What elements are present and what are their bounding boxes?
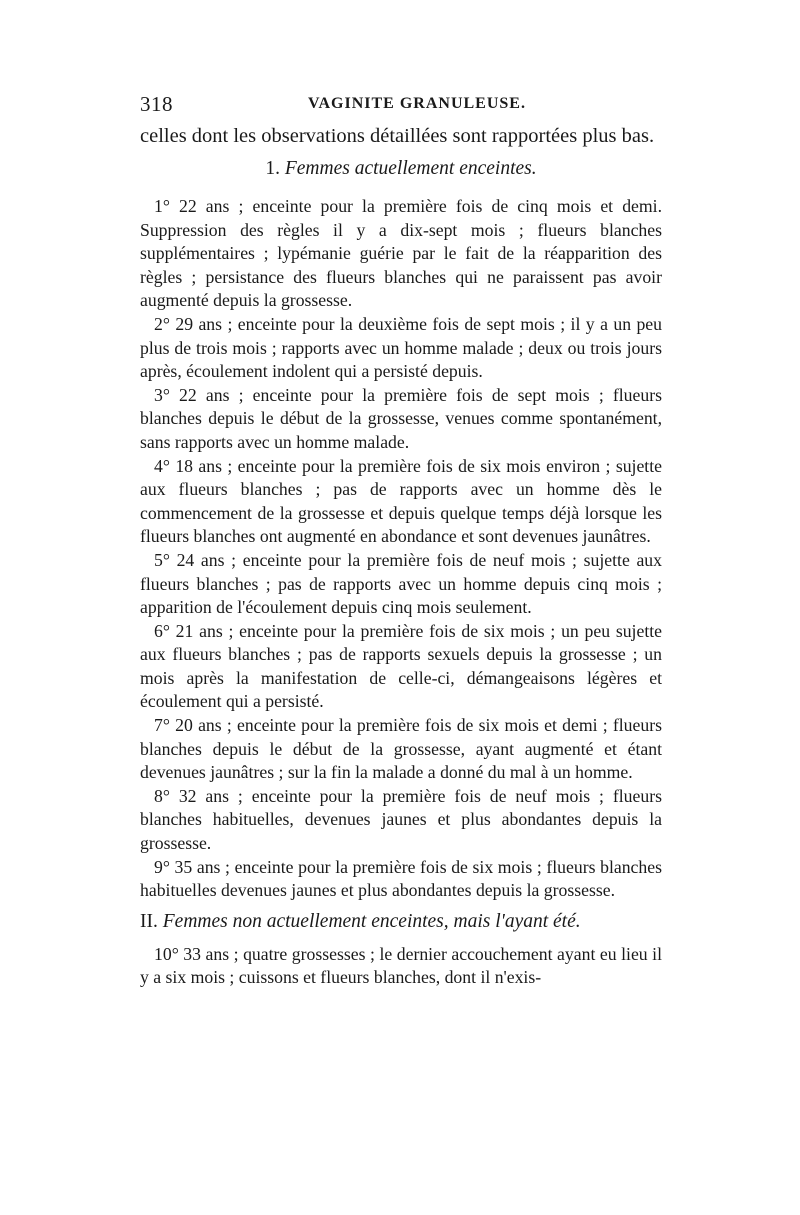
section-title: Femmes actuellement enceintes.	[284, 158, 537, 179]
section-heading-2	[140, 907, 662, 937]
case-paragraph-10: 10° 33 ans ; quatre grossesses ; le dernier accouchement ayant eu lieu il y a six mois ; cuissons et flueurs blanches, dont il n'exis-	[140, 943, 662, 988]
case-paragraph-9: 9° 35 ans ; enceinte pour la première fois de six mois ; flueurs blanches habituelles devenues jaunes et plus abondantes depuis la grossesse.	[140, 856, 662, 901]
section-title: Femmes non actuellement enceintes, mais l'ayant été.	[162, 910, 581, 932]
page-header	[140, 92, 662, 122]
case-paragraph-5: 5° 24 ans ; enceinte pour la première fois de neuf mois ; sujette aux flueurs blanches ; pas de rapports avec un homme depuis cinq mois ; apparition de l'écoulement depuis cinq mois seulement.	[140, 549, 662, 618]
section-number: II.	[140, 910, 158, 932]
case-paragraph-8: 8° 32 ans ; enceinte pour la première fois de neuf mois ; flueurs blanches habituelles, devenues jaunes et plus abondantes depuis la grossesse.	[140, 785, 662, 854]
page-number: 318	[140, 92, 173, 116]
intro-paragraph: celles dont les observations détaillées sont rapportées plus bas.	[140, 125, 655, 147]
case-paragraph-1: 1° 22 ans ; enceinte pour la première fois de cinq mois et demi. Suppression des règles il y a dix-sept mois ; flueurs blanches supplémentaires ; lypémanie guérie par le fait de la réapparition des règles ; persistance des flueurs blanches qui ne paraissent pas avoir augmenté depuis la grossesse.	[140, 196, 662, 311]
running-head: VAGINITE GRANULEUSE.	[308, 95, 526, 112]
case-paragraph-3: 3° 22 ans ; enceinte pour la première fois de sept mois ; flueurs blanches depuis le début de la grossesse, venues comme spontanément, sans rapports avec un homme malade.	[140, 384, 662, 452]
section-number: 1.	[265, 158, 280, 179]
case-paragraph-2: 2° 29 ans ; enceinte pour la deuxième fois de sept mois ; il y a un peu plus de trois mois ; rapports avec un homme malade ; deux ou trois jours après, écoulement indolent qui a persisté depuis.	[140, 313, 662, 382]
case-paragraph-6: 6° 21 ans ; enceinte pour la première fois de six mois ; un peu sujette aux flueurs blanches ; pas de rapports sexuels depuis la grossesse ; un mois après la manifestation de celle-ci, démangeaisons légères et écoulement qui a persisté.	[140, 620, 662, 712]
case-paragraph-4: 4° 18 ans ; enceinte pour la première fois de six mois environ ; sujette aux flueurs blanches ; pas de rapports avec un homme dès le commencement de la grossesse et depuis quelque temps déjà lorsque les flueurs blanches ont augmenté en abondance et sont devenues jaunâtres.	[140, 455, 662, 547]
case-paragraph-7: 7° 20 ans ; enceinte pour la première fois de six mois et demi ; flueurs blanches depuis le début de la grossesse, ayant augmenté et étant devenues jaunâtres ; sur la fin la malade a donné du mal à un homme.	[140, 715, 662, 783]
section-heading-1	[140, 155, 662, 183]
body-text	[140, 124, 662, 990]
